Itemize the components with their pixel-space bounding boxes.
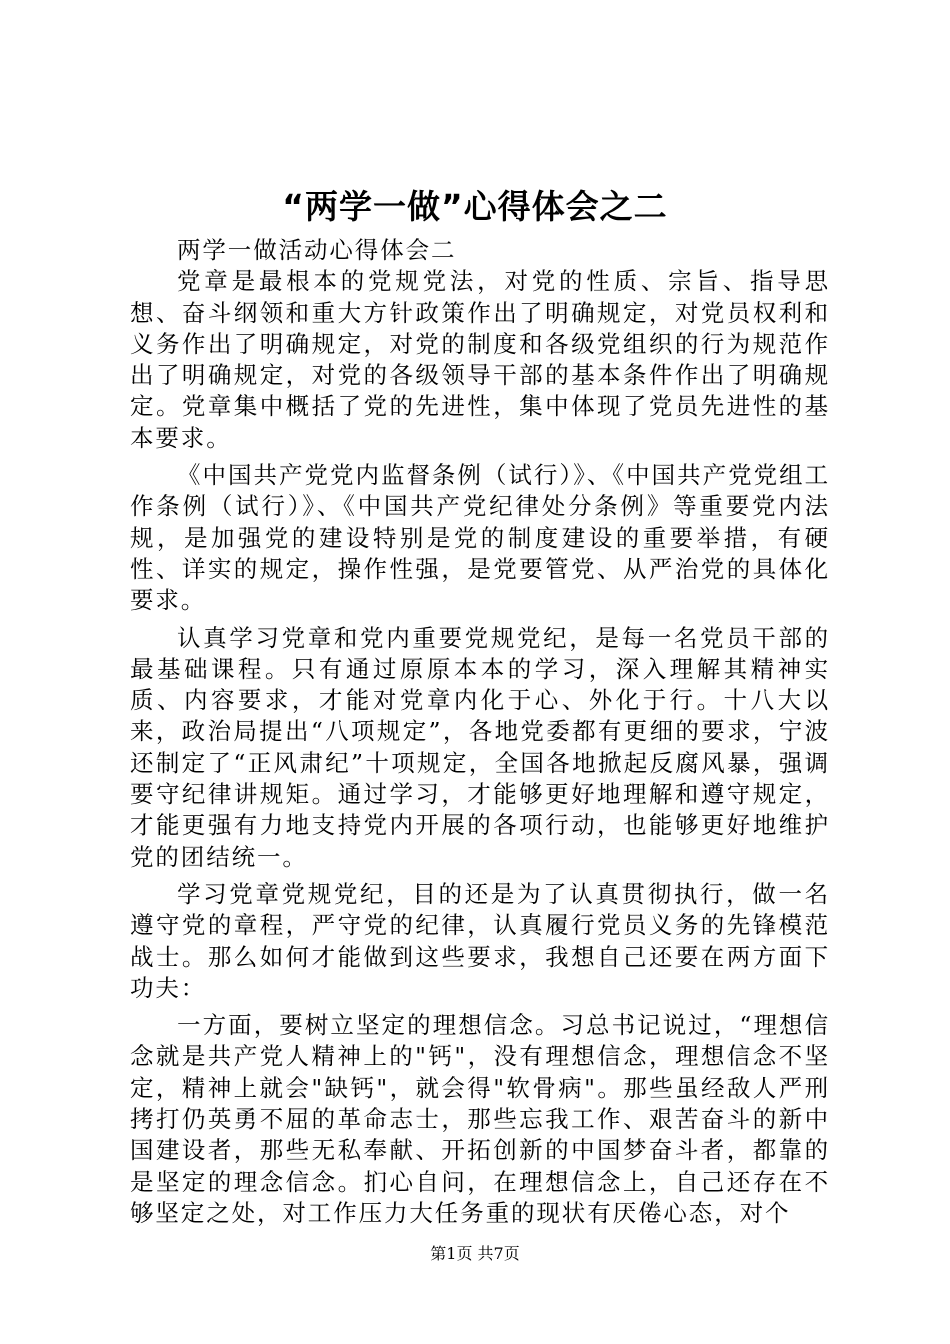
paragraph-study-purpose: 学习党章党规党纪，目的还是为了认真贯彻执行，做一名遵守党的章程，严守党的纪律，认真履行党员义务的先锋模范战士。那么如何才能做到这些要求，我想自己还要在两方面下功夫： [130, 879, 830, 1002]
document-title: “两学一做”心得体会之二 [282, 187, 668, 226]
document-subtitle: 两学一做活动心得体会二 [177, 236, 457, 264]
paragraph-ideals-beliefs: 一方面，要树立坚定的理想信念。习总书记说过，“理想信念就是共产党人精神上的"钙"，没有理想信念，理想信念不坚定，精神上就会"缺钙"，就会得"软骨病"。那些虽经敌人严刑拷打仍英勇不屈的革命志士，那些忘我工作、艰苦奋斗的新中国建设者，那些无私奉献、开拓创新的中国梦奋斗者，都靠的是坚定的理念信念。扪心自问，在理想信念上，自己还存在不够坚定之处，对工作压力大任务重的现状有厌倦心态，对个 [130, 1011, 830, 1227]
page-footer: 第1页 共7页 [430, 1244, 520, 1263]
document-body [130, 235, 830, 1229]
paragraph-party-regulations: 《中国共产党党内监督条例（试行）》、《中国共产党党组工作条例（试行）》、《中国共产党纪律处分条例》等重要党内法规，是加强党的建设特别是党的制度建设的重要举措，有硬性、详实的规定，操作性强，是党要管党、从严治党的具体化要求。 [130, 461, 830, 615]
paragraph-study-importance: 认真学习党章和党内重要党规党纪，是每一名党员干部的最基础课程。只有通过原原本本的学习，深入理解其精神实质、内容要求，才能对党章内化于心、外化于行。十八大以来，政治局提出“八项规定”，各地党委都有更细的要求，宁波还制定了“正风肃纪”十项规定，全国各地掀起反腐风暴，强调要守纪律讲规矩。通过学习，才能够更好地理解和遵守规定，才能更强有力地支持党内开展的各项行动，也能够更好地维护党的团结统一。 [130, 623, 830, 871]
paragraph-party-constitution: 党章是最根本的党规党法，对党的性质、宗旨、指导思想、奋斗纲领和重大方针政策作出了明确规定，对党员权利和义务作出了明确规定，对党的制度和各级党组织的行为规范作出了明确规定，对党的各级领导干部的基本条件作出了明确规定。党章集中概括了党的先进性，集中体现了党员先进性的基本要求。 [130, 267, 830, 452]
